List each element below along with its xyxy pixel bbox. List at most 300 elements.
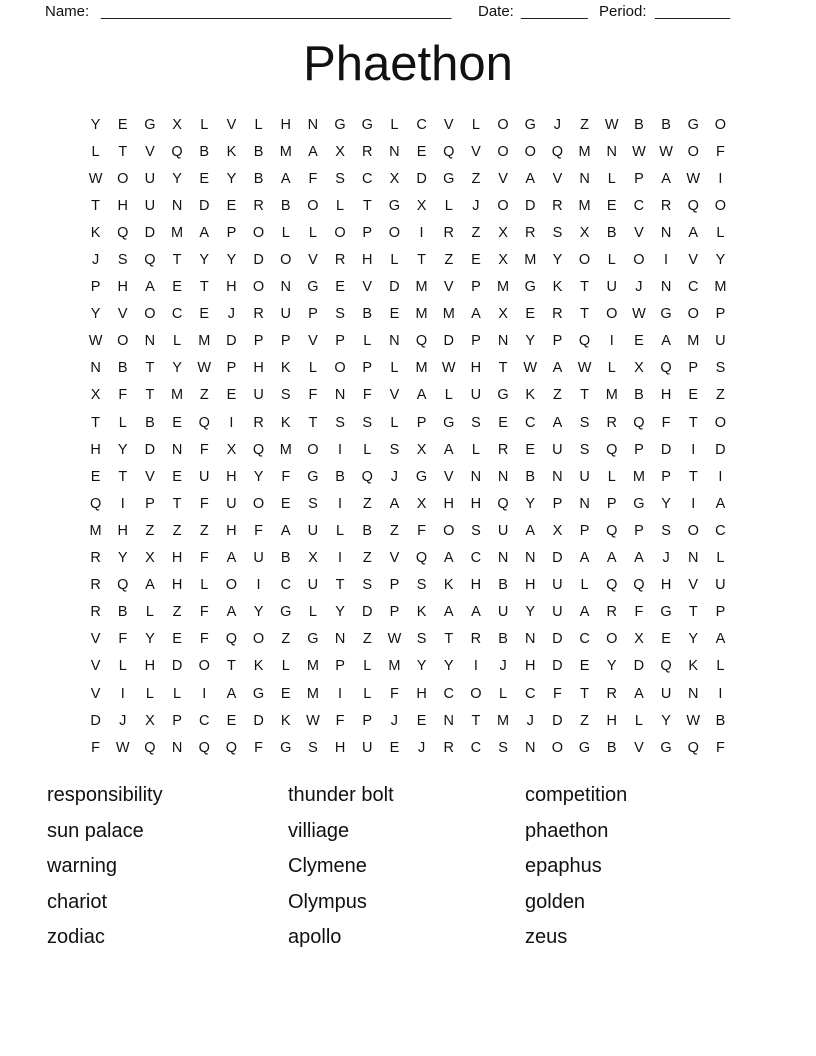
grid-cell-r22-c22: U — [660, 685, 672, 702]
grid-cell-r13-c1: H — [90, 441, 101, 458]
grid-cell-r11-c3: T — [145, 387, 155, 404]
grid-cell-r4-c3: U — [144, 197, 156, 214]
grid-cell-r19-c3: L — [145, 604, 154, 621]
word-list-item: villiage — [288, 819, 350, 842]
grid-cell-r12-c5: Q — [198, 414, 210, 431]
grid-cell-r21-c13: Y — [416, 658, 427, 675]
grid-cell-r5-c22: N — [660, 224, 672, 241]
grid-cell-r3-c17: A — [525, 170, 536, 187]
grid-cell-r20-c7: O — [252, 631, 265, 648]
grid-cell-r10-c8: K — [280, 360, 291, 377]
grid-cell-r24-c23: Q — [687, 739, 699, 756]
grid-cell-r13-c9: O — [307, 441, 319, 458]
grid-cell-r7-c1: P — [90, 279, 101, 296]
grid-cell-r9-c2: O — [117, 333, 129, 350]
grid-cell-r7-c22: N — [660, 279, 672, 296]
grid-cell-r17-c22: J — [662, 550, 670, 567]
word-list-item: phaethon — [525, 819, 609, 842]
grid-cell-r6-c7: D — [253, 252, 264, 269]
grid-cell-r2-c3: V — [145, 143, 155, 160]
grid-cell-r12-c10: S — [335, 414, 345, 431]
grid-cell-r3-c9: F — [308, 170, 318, 187]
grid-cell-r6-c4: T — [172, 252, 182, 269]
grid-cell-r17-c3: X — [145, 550, 155, 567]
grid-cell-r11-c11: F — [362, 387, 372, 404]
grid-cell-r11-c20: M — [605, 387, 618, 404]
grid-cell-r12-c8: K — [280, 414, 291, 431]
grid-cell-r9-c16: N — [497, 333, 509, 350]
grid-cell-r5-c15: Z — [471, 224, 481, 241]
grid-cell-r5-c18: S — [552, 224, 563, 241]
grid-cell-r20-c12: W — [387, 631, 402, 648]
grid-cell-r21-c23: K — [688, 658, 699, 675]
grid-cell-r17-c7: U — [253, 550, 264, 567]
grid-cell-r15-c13: X — [416, 495, 427, 512]
grid-cell-r18-c8: C — [280, 577, 291, 594]
grid-cell-r4-c22: R — [660, 197, 672, 214]
word-search-grid — [82, 111, 734, 761]
grid-cell-r19-c17: Y — [525, 604, 536, 621]
grid-cell-r24-c21: V — [634, 739, 644, 756]
grid-cell-r9-c10: P — [335, 333, 345, 350]
grid-cell-r8-c5: E — [199, 306, 210, 323]
grid-cell-r23-c12: J — [390, 712, 399, 729]
grid-cell-r17-c4: H — [171, 550, 183, 567]
grid-cell-r1-c4: X — [172, 116, 182, 133]
grid-cell-r6-c6: Y — [226, 252, 237, 269]
word-list-item: warning — [47, 855, 118, 877]
grid-cell-r18-c17: H — [525, 577, 536, 594]
grid-cell-r8-c14: M — [442, 306, 455, 323]
grid-cell-r12-c19: S — [579, 414, 590, 431]
grid-cell-r2-c10: X — [335, 143, 345, 160]
grid-cell-r3-c1: W — [88, 170, 103, 187]
grid-cell-r7-c10: E — [335, 279, 345, 296]
grid-cell-r24-c6: Q — [225, 739, 238, 756]
grid-cell-r18-c20: Q — [606, 577, 618, 594]
grid-cell-r14-c13: G — [415, 468, 428, 485]
grid-cell-r8-c17: E — [525, 306, 536, 323]
grid-cell-r9-c3: N — [144, 333, 156, 350]
grid-cell-r12-c20: R — [606, 414, 617, 431]
grid-cell-r10-c14: W — [441, 360, 456, 377]
grid-cell-r11-c1: X — [90, 387, 101, 404]
grid-cell-r22-c9: M — [306, 685, 319, 702]
grid-cell-r22-c16: L — [499, 685, 508, 702]
grid-cell-r17-c17: N — [525, 550, 536, 567]
grid-cell-r1-c18: J — [553, 116, 562, 133]
grid-cell-r15-c21: G — [633, 495, 645, 512]
grid-cell-r1-c19: Z — [580, 116, 589, 133]
grid-cell-r5-c1: K — [90, 224, 101, 241]
grid-cell-r11-c19: T — [580, 387, 589, 404]
grid-cell-r10-c2: B — [117, 360, 128, 377]
grid-cell-r22-c21: A — [634, 685, 644, 702]
grid-cell-r24-c8: G — [280, 739, 292, 756]
grid-cell-r23-c16: M — [497, 712, 510, 729]
grid-cell-r1-c22: B — [661, 116, 671, 133]
grid-cell-r16-c1: M — [89, 522, 102, 539]
grid-cell-r4-c20: E — [606, 197, 617, 214]
grid-cell-r5-c20: B — [606, 224, 617, 241]
grid-cell-r23-c11: P — [362, 712, 373, 729]
grid-cell-r3-c19: N — [579, 170, 590, 187]
grid-cell-r21-c6: T — [226, 658, 236, 675]
grid-cell-r12-c17: C — [525, 414, 536, 431]
period-blank-line: _________ — [655, 3, 731, 20]
grid-cell-r8-c11: B — [362, 306, 373, 323]
grid-cell-r18-c5: L — [200, 577, 209, 594]
grid-cell-r4-c6: E — [226, 197, 237, 214]
grid-cell-r4-c21: C — [633, 197, 645, 214]
grid-cell-r18-c18: U — [552, 577, 563, 594]
grid-cell-r22-c20: R — [606, 685, 617, 702]
grid-cell-r16-c8: A — [280, 522, 291, 539]
grid-cell-r14-c3: V — [145, 468, 155, 485]
grid-cell-r7-c19: T — [580, 279, 589, 296]
grid-cell-r3-c3: U — [144, 170, 156, 187]
grid-cell-r19-c5: F — [199, 604, 209, 621]
grid-cell-r22-c7: G — [252, 685, 265, 702]
grid-cell-r21-c2: L — [118, 658, 127, 675]
grid-cell-r10-c10: O — [334, 360, 346, 377]
grid-cell-r11-c17: K — [525, 387, 536, 404]
grid-cell-r3-c2: O — [117, 170, 129, 187]
grid-cell-r9-c15: P — [471, 333, 481, 350]
grid-cell-r2-c2: T — [118, 143, 128, 160]
grid-cell-r14-c8: F — [281, 468, 291, 485]
grid-cell-r10-c12: L — [390, 360, 399, 377]
grid-cell-r11-c16: G — [497, 387, 509, 404]
grid-cell-r13-c21: P — [634, 441, 644, 458]
grid-cell-r3-c24: I — [718, 170, 723, 187]
grid-cell-r11-c7: U — [253, 387, 264, 404]
grid-cell-r7-c13: M — [415, 279, 428, 296]
grid-cell-r1-c8: H — [280, 116, 291, 133]
grid-cell-r7-c12: D — [389, 279, 400, 296]
grid-cell-r12-c16: E — [498, 414, 508, 431]
grid-cell-r7-c11: V — [362, 279, 373, 296]
grid-cell-r14-c5: U — [199, 468, 210, 485]
grid-cell-r4-c17: D — [525, 197, 536, 214]
grid-cell-r1-c15: L — [471, 116, 480, 133]
grid-cell-r23-c6: E — [226, 712, 237, 729]
grid-cell-r16-c2: H — [117, 522, 128, 539]
grid-cell-r17-c19: A — [579, 550, 590, 567]
grid-cell-r16-c19: P — [579, 522, 590, 539]
grid-cell-r16-c18: X — [552, 522, 563, 539]
grid-cell-r3-c20: L — [607, 170, 616, 187]
grid-cell-r5-c7: O — [252, 224, 265, 241]
grid-cell-r7-c23: C — [688, 279, 699, 296]
grid-cell-r12-c3: B — [145, 414, 155, 431]
grid-cell-r12-c2: L — [118, 414, 127, 431]
grid-cell-r21-c8: L — [281, 658, 290, 675]
grid-cell-r20-c17: N — [525, 631, 536, 648]
grid-cell-r20-c24: A — [715, 631, 726, 648]
grid-cell-r20-c3: Y — [145, 631, 155, 648]
grid-cell-r23-c5: C — [199, 712, 210, 729]
grid-cell-r19-c2: B — [117, 604, 128, 621]
grid-cell-r10-c16: T — [498, 360, 508, 377]
grid-cell-r24-c5: Q — [198, 739, 210, 756]
grid-cell-r21-c14: Y — [443, 658, 454, 675]
grid-cell-r12-c23: T — [688, 414, 698, 431]
grid-cell-r9-c9: V — [308, 333, 318, 350]
grid-cell-r20-c8: Z — [281, 631, 291, 648]
grid-cell-r4-c18: R — [552, 197, 563, 214]
grid-cell-r19-c21: F — [634, 604, 644, 621]
grid-cell-r22-c15: O — [470, 685, 482, 702]
grid-cell-r16-c23: O — [687, 522, 699, 539]
grid-cell-r2-c6: K — [226, 143, 237, 160]
grid-cell-r20-c22: E — [661, 631, 671, 648]
grid-cell-r23-c14: N — [443, 712, 454, 729]
grid-cell-r14-c11: Q — [361, 468, 373, 485]
grid-cell-r21-c9: M — [306, 658, 319, 675]
grid-cell-r16-c4: Z — [172, 522, 182, 539]
grid-cell-r17-c10: I — [338, 550, 343, 567]
grid-cell-r4-c12: G — [388, 197, 401, 214]
grid-cell-r24-c7: F — [254, 739, 263, 756]
grid-cell-r23-c10: F — [335, 712, 345, 729]
grid-cell-r5-c2: Q — [117, 224, 129, 241]
grid-cell-r15-c4: T — [172, 495, 182, 512]
grid-cell-r21-c16: J — [499, 658, 507, 675]
grid-cell-r10-c21: X — [634, 360, 644, 377]
grid-cell-r12-c14: G — [443, 414, 455, 431]
grid-cell-r4-c15: J — [472, 197, 480, 214]
grid-cell-r16-c6: H — [226, 522, 237, 539]
period-label: Period: — [599, 3, 647, 20]
grid-cell-r24-c15: C — [470, 739, 482, 756]
grid-cell-r20-c21: X — [634, 631, 644, 648]
grid-cell-r14-c4: E — [172, 468, 182, 485]
grid-cell-r13-c12: S — [389, 441, 400, 458]
grid-cell-r1-c11: G — [361, 116, 373, 133]
grid-cell-r4-c5: D — [199, 197, 210, 214]
grid-cell-r16-c7: F — [254, 522, 263, 539]
grid-cell-r12-c24: O — [714, 414, 727, 431]
word-list-item: golden — [525, 890, 586, 913]
grid-cell-r16-c5: Z — [199, 522, 209, 539]
grid-cell-r1-c10: G — [334, 116, 346, 133]
grid-cell-r1-c23: G — [687, 116, 699, 133]
grid-cell-r21-c12: M — [388, 658, 401, 675]
grid-cell-r18-c24: U — [715, 577, 726, 594]
grid-cell-r15-c10: I — [338, 495, 343, 512]
grid-cell-r23-c8: K — [280, 712, 291, 729]
grid-cell-r16-c24: C — [715, 522, 726, 539]
grid-cell-r17-c23: N — [688, 550, 699, 567]
grid-cell-r22-c2: I — [120, 685, 125, 702]
grid-cell-r13-c23: I — [691, 441, 696, 458]
grid-cell-r19-c7: Y — [253, 604, 264, 621]
grid-cell-r1-c16: O — [497, 116, 509, 133]
grid-cell-r2-c8: M — [279, 143, 292, 160]
grid-cell-r18-c15: H — [470, 577, 482, 594]
grid-cell-r1-c1: Y — [90, 116, 101, 133]
grid-cell-r12-c22: F — [661, 414, 671, 431]
grid-cell-r15-c15: H — [470, 495, 482, 512]
grid-cell-r21-c20: Y — [606, 658, 617, 675]
grid-cell-r11-c5: Z — [199, 387, 209, 404]
grid-cell-r18-c11: S — [362, 577, 373, 594]
grid-cell-r9-c12: N — [389, 333, 400, 350]
grid-cell-r24-c14: R — [443, 739, 454, 756]
grid-cell-r11-c2: F — [118, 387, 128, 404]
grid-cell-r7-c5: T — [199, 279, 209, 296]
word-list-item: zeus — [525, 926, 568, 948]
grid-cell-r8-c20: O — [606, 306, 618, 323]
grid-cell-r3-c11: C — [362, 170, 373, 187]
grid-cell-r18-c3: A — [145, 577, 155, 594]
grid-cell-r4-c1: T — [91, 197, 100, 214]
grid-cell-r23-c17: J — [526, 712, 534, 729]
grid-cell-r22-c17: C — [525, 685, 536, 702]
grid-cell-r11-c15: U — [470, 387, 482, 404]
grid-cell-r2-c19: M — [578, 143, 591, 160]
grid-cell-r2-c1: L — [91, 143, 100, 160]
grid-cell-r24-c22: G — [660, 739, 672, 756]
grid-cell-r17-c1: R — [90, 550, 101, 567]
grid-cell-r2-c9: A — [308, 143, 318, 160]
grid-cell-r22-c14: C — [443, 685, 454, 702]
grid-cell-r13-c18: U — [552, 441, 563, 458]
grid-cell-r9-c20: I — [609, 333, 614, 350]
grid-cell-r7-c17: G — [524, 279, 536, 296]
grid-cell-r4-c10: L — [336, 197, 345, 214]
grid-cell-r13-c8: M — [279, 441, 292, 458]
grid-cell-r7-c21: J — [635, 279, 643, 296]
grid-cell-r23-c4: P — [172, 712, 182, 729]
grid-cell-r22-c19: T — [580, 685, 589, 702]
grid-cell-r19-c22: G — [660, 604, 672, 621]
grid-cell-r21-c10: P — [335, 658, 345, 675]
grid-cell-r22-c13: H — [416, 685, 427, 702]
grid-cell-r6-c9: V — [308, 252, 318, 269]
grid-cell-r23-c24: B — [715, 712, 726, 729]
grid-cell-r11-c22: H — [660, 387, 672, 404]
grid-cell-r15-c12: A — [389, 495, 400, 512]
grid-cell-r18-c16: B — [498, 577, 508, 594]
grid-cell-r10-c20: L — [607, 360, 616, 377]
grid-cell-r8-c9: P — [308, 306, 318, 323]
grid-cell-r16-c17: A — [525, 522, 536, 539]
grid-cell-r6-c12: L — [390, 252, 399, 269]
grid-cell-r12-c21: Q — [633, 414, 645, 431]
grid-cell-r11-c6: E — [226, 387, 237, 404]
grid-cell-r6-c21: O — [633, 252, 645, 269]
grid-cell-r23-c18: D — [552, 712, 563, 729]
grid-cell-r16-c16: U — [497, 522, 509, 539]
word-list-item: responsibility — [47, 784, 163, 806]
grid-cell-r14-c7: Y — [253, 468, 264, 485]
grid-cell-r17-c9: X — [308, 550, 318, 567]
grid-cell-r8-c4: C — [171, 306, 183, 323]
word-list-item: chariot — [47, 890, 108, 913]
grid-cell-r16-c13: F — [417, 522, 426, 539]
grid-cell-r9-c23: M — [687, 333, 700, 350]
grid-cell-r23-c21: L — [634, 712, 643, 729]
grid-cell-r21-c21: D — [633, 658, 645, 675]
grid-cell-r22-c10: I — [338, 685, 343, 702]
grid-cell-r2-c13: E — [416, 143, 427, 160]
grid-cell-r8-c7: R — [253, 306, 264, 323]
grid-cell-r5-c19: X — [579, 224, 590, 241]
grid-cell-r2-c11: R — [362, 143, 373, 160]
grid-cell-r22-c11: L — [363, 685, 372, 702]
grid-cell-r8-c24: P — [715, 306, 726, 323]
grid-cell-r2-c17: O — [524, 143, 536, 160]
grid-cell-r16-c20: Q — [606, 522, 618, 539]
grid-cell-r2-c4: Q — [171, 143, 183, 160]
grid-cell-r7-c3: A — [145, 279, 155, 296]
grid-cell-r9-c19: Q — [578, 333, 591, 350]
grid-cell-r24-c1: F — [91, 739, 100, 756]
grid-cell-r2-c14: Q — [443, 143, 455, 160]
grid-cell-r1-c5: L — [200, 116, 209, 133]
grid-cell-r17-c18: D — [552, 550, 563, 567]
grid-cell-r14-c9: G — [307, 468, 319, 485]
grid-cell-r16-c11: B — [362, 522, 373, 539]
grid-cell-r19-c16: U — [497, 604, 509, 621]
grid-cell-r24-c12: E — [389, 739, 400, 756]
grid-cell-r12-c12: L — [390, 414, 399, 431]
grid-cell-r11-c4: M — [171, 387, 184, 404]
grid-cell-r18-c14: K — [443, 577, 454, 594]
grid-cell-r5-c17: R — [525, 224, 536, 241]
grid-cell-r19-c20: R — [606, 604, 617, 621]
grid-cell-r18-c10: T — [335, 577, 345, 594]
grid-cell-r9-c5: M — [198, 333, 211, 350]
grid-cell-r23-c7: D — [253, 712, 264, 729]
grid-cell-r5-c5: A — [199, 224, 210, 241]
grid-cell-r5-c14: R — [443, 224, 454, 241]
grid-cell-r19-c8: G — [280, 604, 292, 621]
grid-cell-r16-c22: S — [661, 522, 671, 539]
grid-cell-r18-c19: L — [580, 577, 589, 594]
grid-cell-r10-c4: Y — [172, 360, 182, 377]
grid-cell-r7-c4: E — [172, 279, 182, 296]
grid-cell-r18-c13: S — [416, 577, 427, 594]
grid-cell-r9-c4: L — [173, 333, 182, 350]
grid-cell-r16-c9: U — [307, 522, 319, 539]
grid-cell-r3-c16: V — [498, 170, 508, 187]
grid-cell-r13-c4: N — [171, 441, 183, 458]
grid-cell-r3-c4: Y — [172, 170, 182, 187]
grid-cell-r11-c23: E — [688, 387, 699, 404]
grid-cell-r5-c6: P — [226, 224, 237, 241]
grid-cell-r16-c12: Z — [389, 522, 399, 539]
grid-cell-r2-c16: O — [497, 143, 509, 160]
grid-cell-r24-c20: B — [606, 739, 617, 756]
grid-cell-r19-c6: A — [226, 604, 237, 621]
grid-cell-r22-c6: A — [226, 685, 237, 702]
grid-cell-r7-c2: H — [117, 279, 128, 296]
grid-cell-r10-c9: L — [308, 360, 317, 377]
grid-cell-r24-c9: S — [308, 739, 318, 756]
grid-cell-r18-c2: Q — [117, 577, 129, 594]
grid-cell-r15-c7: O — [252, 495, 265, 512]
grid-cell-r5-c21: V — [634, 224, 644, 241]
grid-cell-r5-c3: D — [144, 224, 156, 241]
grid-cell-r21-c24: L — [716, 658, 725, 675]
grid-cell-r23-c2: J — [119, 712, 127, 729]
grid-cell-r23-c22: Y — [661, 712, 671, 729]
grid-cell-r4-c23: Q — [687, 197, 699, 214]
grid-cell-r18-c9: U — [307, 577, 319, 594]
